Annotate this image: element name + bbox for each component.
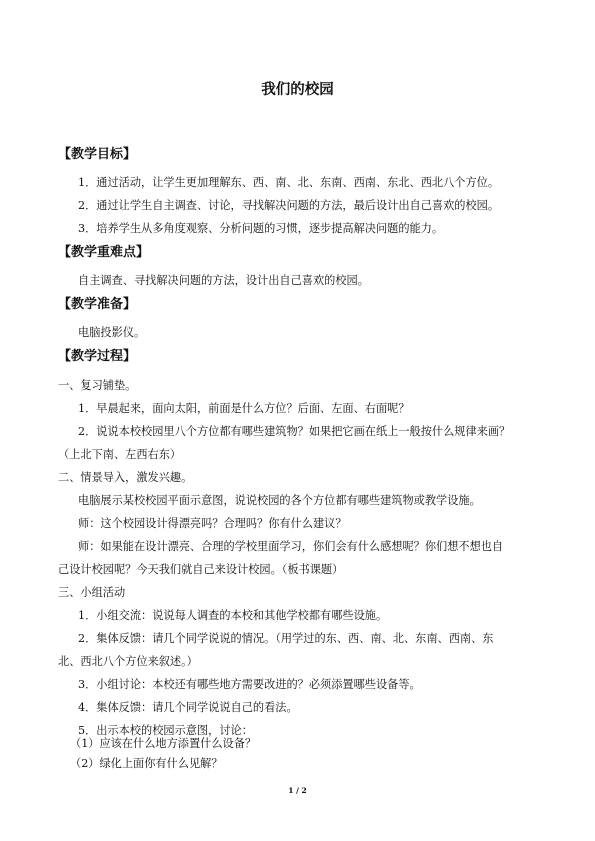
goal-item-2: 2．通过让学生自主调查、讨论，寻找解决问题的方法，最后设计出自己喜欢的校园。: [78, 199, 500, 212]
page-title: 我们的校园: [261, 82, 334, 98]
process-line: 北、西北八个方位来叙述。）: [58, 655, 198, 668]
process-line: 2．集体反馈：请几个同学说说的情况。（用学过的东、西、南、北、东南、西南、东: [78, 632, 494, 645]
preparation-heading: 【教学准备】: [58, 297, 137, 312]
goals-heading: 【教学目标】: [58, 147, 137, 162]
process-line: 5．出示本校的校园示意图，讨论：: [78, 724, 253, 737]
process-line: 己设计校园呢？今天我们就自己来设计校园。（板书课题）: [58, 563, 344, 576]
process-line: 2．说说本校校园里八个方位都有哪些建筑物？如果把它画在纸上一般按什么规律来画？: [78, 425, 511, 438]
process-line: 1．小组交流：说说每人调查的本校和其他学校都有哪些设施。: [78, 609, 388, 622]
process-line: （1）应该在什么地方添置什么设备？: [70, 737, 257, 750]
process-line: 三、小组活动: [58, 586, 126, 599]
process-line: 1．早晨起来，面向太阳，前面是什么方位？后面、左面、右面呢？: [78, 402, 410, 415]
process-line: 二、情景导入，激发兴趣。: [58, 471, 193, 484]
preparation-text: 电脑投影仪。: [78, 326, 146, 339]
page-number: 1 / 2: [288, 786, 307, 795]
process-line: 电脑展示某校校园平面示意图，说说校园的各个方位都有哪些建筑物或教学设施。: [78, 494, 481, 507]
process-line: 3．小组讨论：本校还有哪些地方需要改进的？必须添置哪些设备等。: [78, 678, 421, 691]
key-points-text: 自主调查、寻找解决问题的方法，设计出自己喜欢的校园。: [78, 274, 369, 287]
goal-item-1: 1．通过活动，让学生更加理解东、西、南、北、东南、西南、东北、西北八个方位。: [78, 176, 500, 189]
key-points-heading: 【教学重难点】: [58, 245, 150, 260]
process-line: 师：如果能在设计漂亮、合理的学校里面学习，你们会有什么感想呢？你们想不想也自: [78, 540, 504, 553]
process-line: （2）绿化上面你有什么见解？: [70, 757, 223, 770]
process-line: 4．集体反馈：请几个同学说说自己的看法。: [78, 701, 298, 714]
process-line: 一、复习铺垫。: [58, 379, 137, 392]
goal-item-3: 3．培养学生从多角度观察、分析问题的习惯，逐步提高解决问题的能力。: [78, 222, 444, 235]
process-heading: 【教学过程】: [58, 349, 137, 364]
process-line: 师：这个校园设计得漂亮吗？合理吗？你有什么建议？: [78, 517, 347, 530]
process-line: （上北下南、左西右东）: [58, 448, 182, 461]
